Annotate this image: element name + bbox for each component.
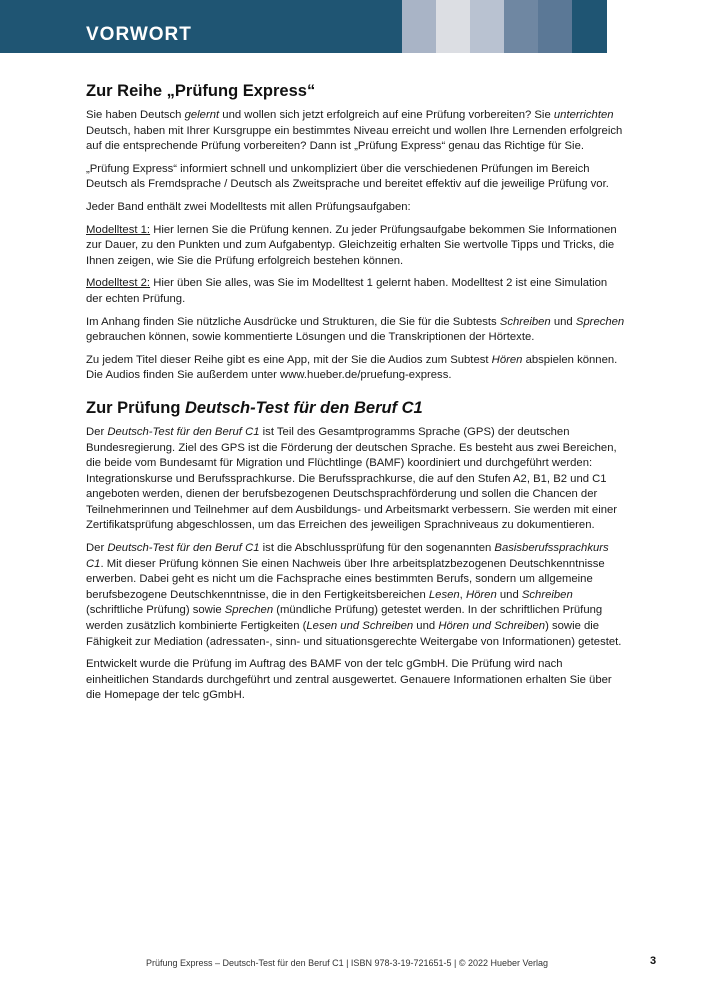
header-stripe-6 — [572, 0, 607, 53]
paragraph: Im Anhang finden Sie nützliche Ausdrücke und Strukturen, die Sie für die Subtests Schreiben und Sprechen gebrauchen können, sowie kommentierte Lösungen und die Transkriptionen der Hörtexte. — [86, 315, 625, 344]
paragraph: Entwickelt wurde die Prüfung im Auftrag des BAMF von der telc gGmbH. Die Prüfung wird nach einheitlichen Standards durchgeführt und zentral ausgewertet. Genauere Informationen erhalten Sie über die Homepage der telc gGmbH. — [86, 658, 612, 702]
page-section-title: VORWORT — [86, 24, 192, 45]
modelltest-label: Modelltest 2: — [86, 277, 151, 290]
paragraph: Der Deutsch-Test für den Beruf C1 ist Teil des Gesamtprogramms Sprache (GPS) der deutschen Bundesregierung. Ziel des GPS ist die Förderung der deutschen Sprache. Es besteht aus zwei Bereichen, die beide vom Bundesamt für Migration und Flüchtlinge (BAMF) koordiniert und durchgeführt werden: Integrationskurse und Berufssprachkurse. Die Berufssprachkurse, die auf den Stufen A2, B1, B2 und C1 angeboten werden, dienen der berufsbezogenen Deutschsprachförderung und sollen die Chancen der Teilnehmerinnen und Teilnehmer auf dem Ausbildungs- und Arbeitsmarkt verbessern. Sie werden mit einer Zertifikatsprüfung abgeschlossen, um das Erreichen des jeweiligen Sprachniveaus zu dokumentieren. — [86, 425, 618, 532]
paragraph-modelltest-1: Modelltest 1: Hier lernen Sie die Prüfung kennen. Zu jeder Prüfungsaufgabe bekommen Sie Informationen zur Dauer, zu den Punkten und zum Aufgabentyp. Gleichzeitig erhalten Sie wertvolle Tipps und Tricks, die Ihnen zeigen, wie Sie die Prüfung erfolgreich bestehen können. — [86, 223, 617, 267]
page-number: 3 — [650, 955, 657, 967]
main-content — [86, 80, 626, 711]
header-stripe-5 — [538, 0, 572, 53]
header-stripe-1 — [402, 0, 436, 53]
paragraph: Der Deutsch-Test für den Beruf C1 ist die Abschlussprüfung für den sogenannten Basisberufssprachkurs C1. Mit dieser Prüfung können Sie einen Nachweis über Ihre arbeitsplatzbezogenen Deutschkenntnisse erwerben. Dabei geht es nicht um die Fachsprache eines bestimmten Berufs, sondern um allgemeine berufsbezogene Deutschkenntnisse, die in den Fertigkeitsbereichen Lesen, Hören und Schreiben (schriftliche Prüfung) sowie Sprechen (mündliche Prüfung) getestet werden. In der schriftlichen Prüfung werden zusätzlich kombinierte Fertigkeiten (Lesen und Schreiben und Hören und Schreiben) sowie die Fähigkeit zur Mediation (adressaten-, sinn- und situationsgerechte Weitergabe von Informationen) getestet. — [86, 542, 622, 648]
section-heading-series: Zur Reihe „Prüfung Express“ — [86, 82, 316, 100]
header-stripe-2 — [436, 0, 470, 53]
paragraph: „Prüfung Express“ informiert schnell und unkompliziert über die verschiedenen Prüfungen im Bereich Deutsch als Fremdsprache / Deutsch als Zweitsprache und bereitet effektiv auf die jeweilige Prüfung vor. — [86, 162, 609, 191]
paragraph: Zu jedem Titel dieser Reihe gibt es eine App, mit der Sie die Audios zum Subtest Hören abspielen können. Die Audios finden Sie außerdem unter www.hueber.de/pruefung-express. — [86, 353, 618, 382]
footer-text: Prüfung Express – Deutsch-Test für den Beruf C1 | ISBN 978-3-19-721651-5 | © 2022 Hueber Verlag — [146, 958, 549, 968]
modelltest-label: Modelltest 1: — [86, 223, 151, 236]
paragraph-modelltest-2: Modelltest 2: Hier üben Sie alles, was Sie im Modelltest 1 gelernt haben. Modelltest 2 ist eine Simulation der echten Prüfung. — [86, 277, 608, 305]
paragraph: Sie haben Deutsch gelernt und wollen sich jetzt erfolgreich auf eine Prüfung vorbereiten? Sie unterrichten Deutsch, haben mit Ihrer Kursgruppe ein bestimmtes Niveau erreicht und wollen Ihre Lernenden erfolgreich auf die entsprechende Prüfung vorbereiten? Dann ist „Prüfung Express“ genau das Richtige für Sie. — [86, 109, 623, 153]
paragraph: Jeder Band enthält zwei Modelltests mit allen Prüfungsaufgaben: — [86, 200, 411, 213]
section-heading-exam: Zur Prüfung Deutsch-Test für den Beruf C1 — [86, 398, 423, 417]
header-stripe-3 — [470, 0, 504, 53]
header-stripe-4 — [504, 0, 538, 53]
